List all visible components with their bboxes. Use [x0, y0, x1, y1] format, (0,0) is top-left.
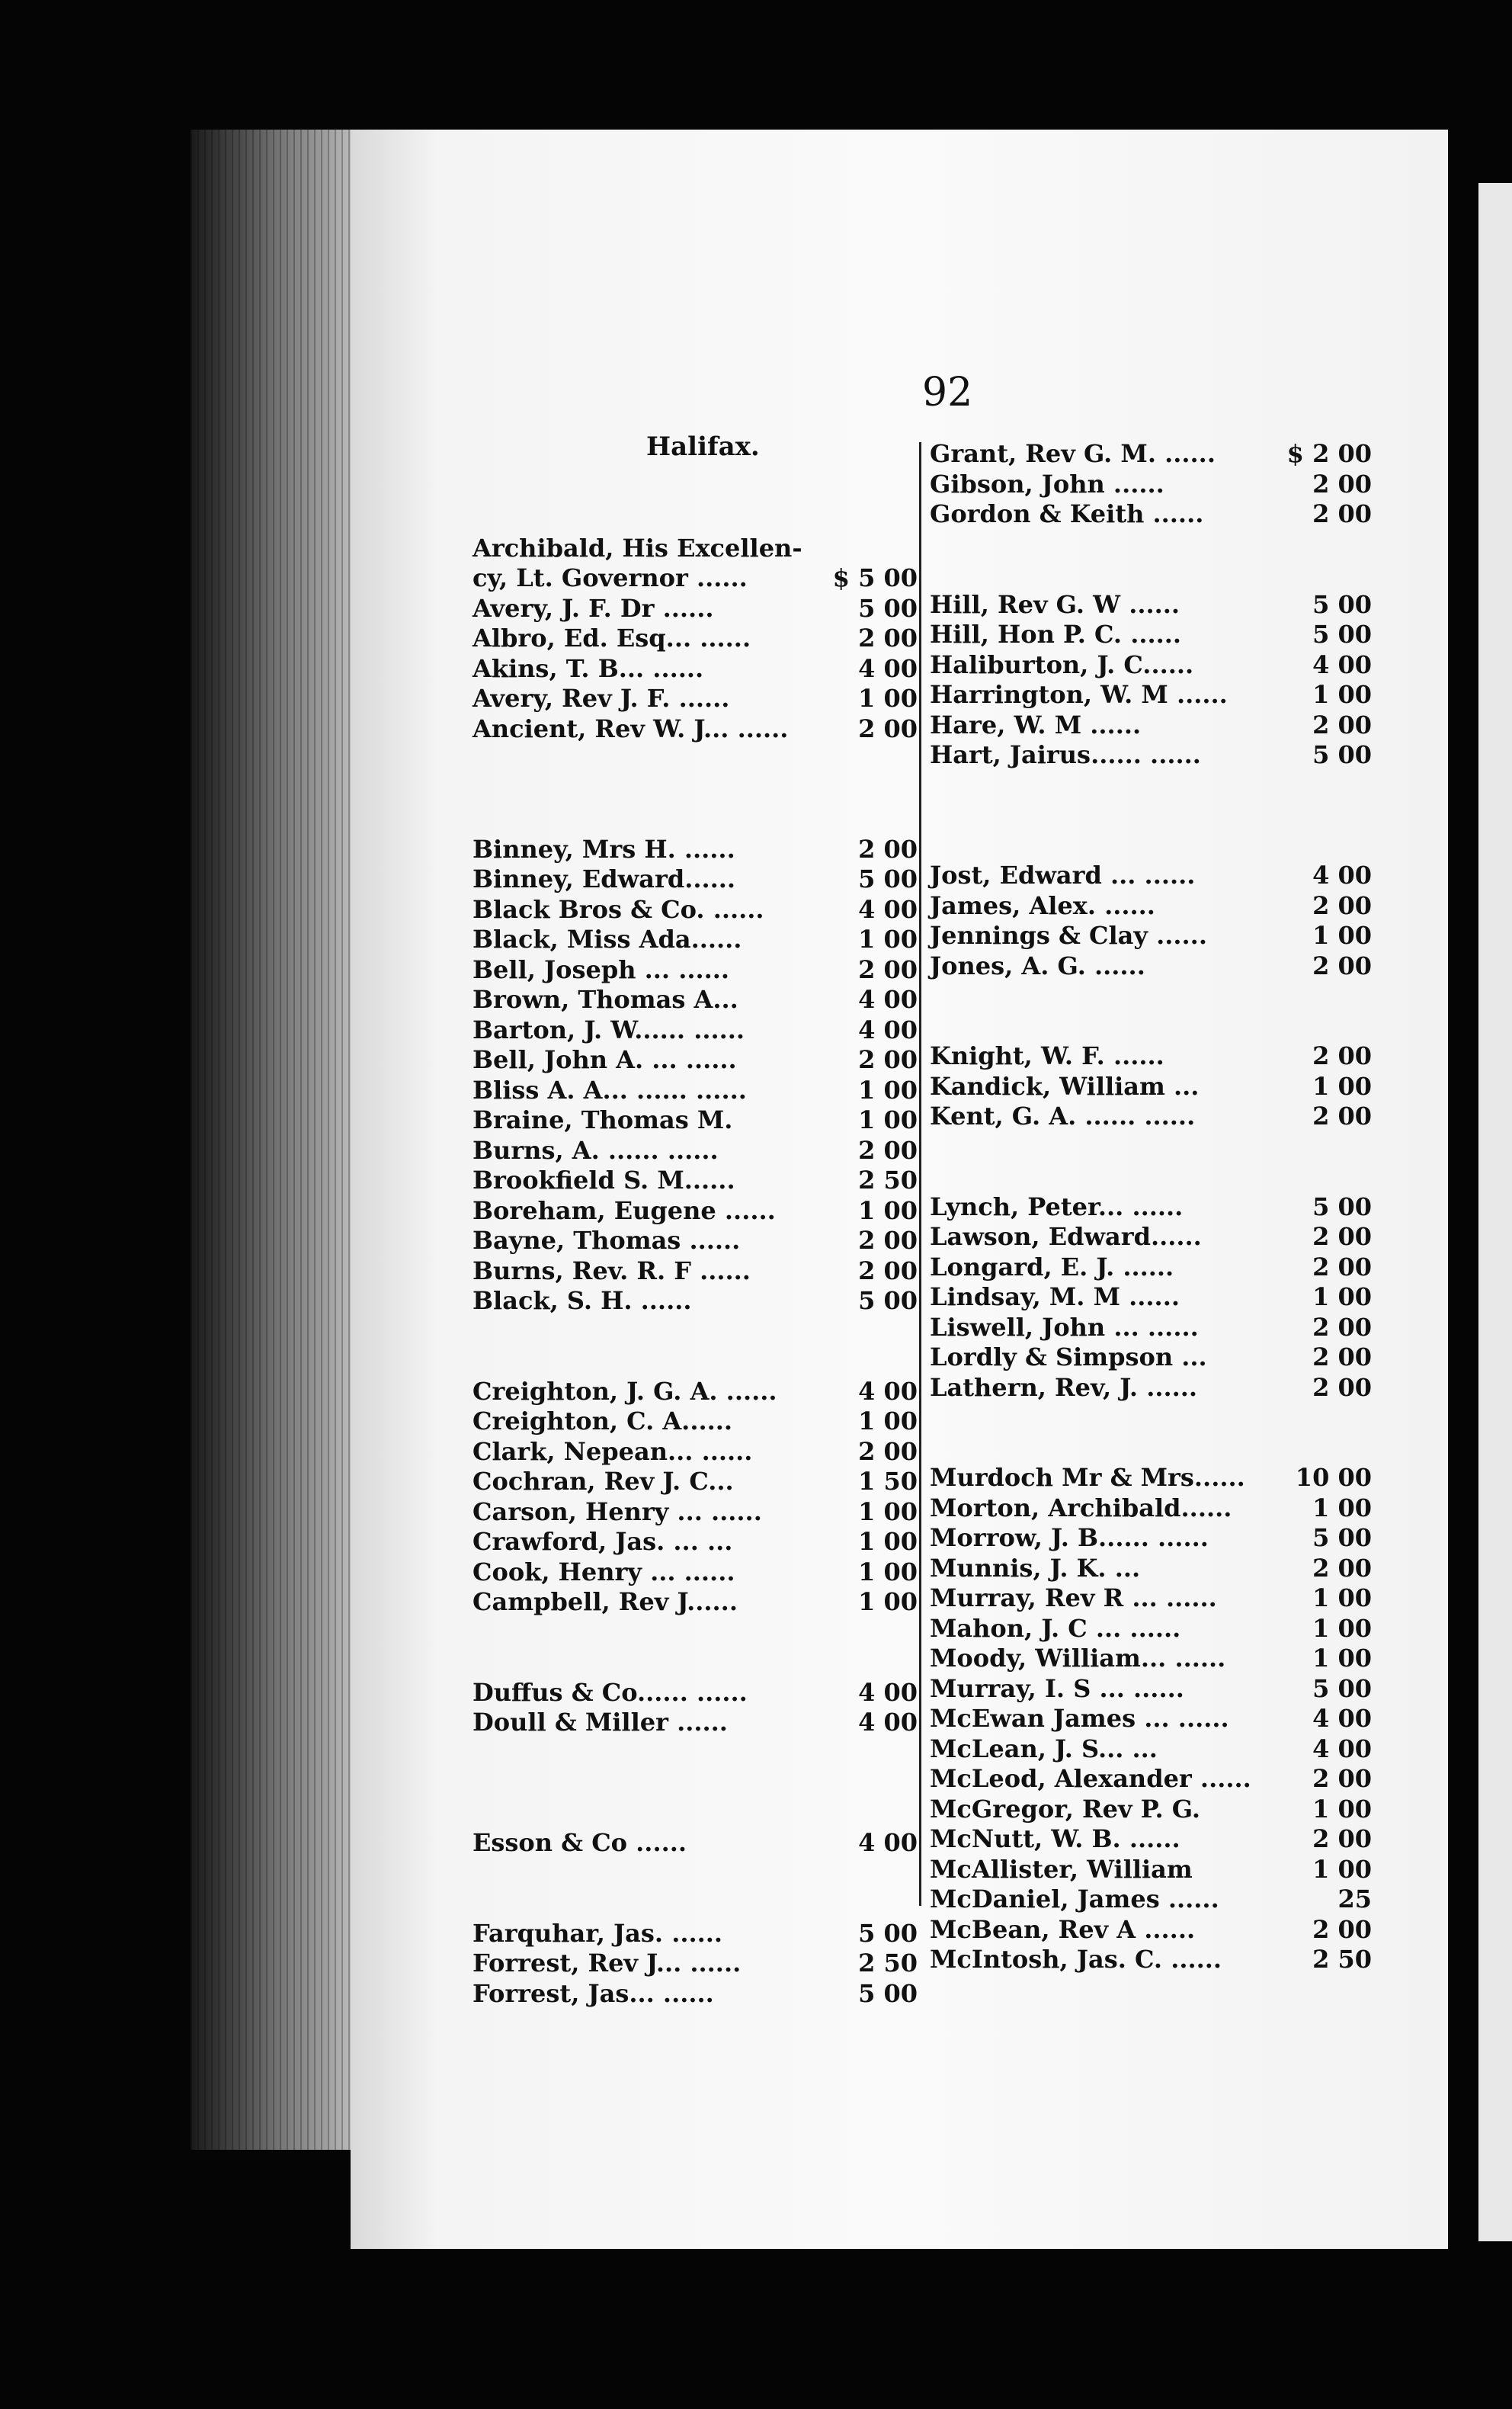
subscription-amount: 2 00: [858, 1256, 918, 1285]
subscriber-name: Murray, Rev R ... ......: [930, 1583, 1217, 1612]
subscriber-entry: [472, 1586, 922, 1617]
subscriber-entry: [472, 1195, 922, 1226]
subscription-amount: 1 00: [1312, 680, 1372, 709]
subscriber-name: Ancient, Rev W. J... ......: [472, 714, 789, 743]
subscriber-name: Clark, Nepean... ......: [472, 1436, 753, 1466]
subscriber-entry: [472, 1918, 922, 1949]
subscription-amount: 5 00: [1312, 740, 1372, 769]
subscription-amount: 2 50: [858, 1166, 918, 1195]
subscription-amount: 1 00: [1312, 921, 1372, 950]
subscription-amount: 2 00: [1312, 1914, 1372, 1944]
subscriber-name: Moody, William... ......: [930, 1644, 1226, 1673]
subscriber-name: Black, Miss Ada......: [472, 925, 742, 954]
subscription-amount: 2 00: [1312, 1312, 1372, 1342]
subscriber-name: Black Bros & Co. ......: [472, 894, 764, 924]
subscription-amount: 4 00: [858, 1015, 918, 1044]
subscriber-name: Hart, Jairus...... ......: [930, 740, 1201, 769]
subscriber-name: Bell, John A. ... ......: [472, 1045, 737, 1074]
subscriber-name: Kandick, William ...: [930, 1071, 1200, 1101]
subscriber-entry: [472, 1285, 922, 1316]
subscriber-name: James, Alex. ......: [930, 890, 1155, 920]
subscription-amount: 2 00: [858, 834, 918, 864]
subscriber-entry: [930, 469, 1372, 499]
subscriber-entry: [472, 1406, 922, 1436]
subscriber-name: Black, S. H. ......: [472, 1286, 692, 1315]
subscriber-entry: [472, 954, 922, 985]
subscriber-name: McBean, Rev A ......: [930, 1914, 1196, 1944]
subscription-amount: 5 00: [1312, 1673, 1372, 1703]
subscriber-entry: [472, 1436, 922, 1467]
subscription-amount: 2 00: [1312, 1342, 1372, 1371]
subscription-amount: 2 00: [1312, 710, 1372, 739]
subscription-amount: 4 00: [858, 1376, 918, 1406]
subscription-amount: 2 00: [1312, 1553, 1372, 1583]
subscriber-name: Lawson, Edward......: [930, 1222, 1202, 1251]
subscriber-name: Bayne, Thomas ......: [472, 1226, 741, 1255]
subscriber-name: Avery, J. F. Dr ......: [472, 593, 714, 623]
subscriber-entry: [472, 623, 922, 653]
subscriber-name: Murray, I. S ... ......: [930, 1673, 1184, 1703]
subscriber-name: Liswell, John ... ......: [930, 1312, 1199, 1342]
subscriber-entry: [472, 864, 922, 894]
subscriber-name: Binney, Mrs H. ......: [472, 834, 735, 864]
subscriber-entry: [930, 1281, 1372, 1312]
subscriber-entry: [472, 653, 922, 684]
subscription-amount: 2 00: [858, 1135, 918, 1165]
subscriber-name: Hill, Rev G. W ......: [930, 589, 1180, 619]
subscription-amount: 2 00: [1312, 1102, 1372, 1131]
subscriber-entry: [930, 1914, 1372, 1945]
subscription-amount: 2 00: [1312, 469, 1372, 499]
subscriber-entry: [930, 499, 1372, 529]
subscriber-entry: [930, 1703, 1372, 1734]
subscriber-entry: [930, 1643, 1372, 1673]
subscriber-name: Lordly & Simpson ...: [930, 1342, 1207, 1371]
subscriber-name: Archibald, His Excellen-: [472, 533, 802, 563]
subscriber-name: Jennings & Clay ......: [930, 921, 1207, 950]
subscription-amount: 2 00: [1312, 1824, 1372, 1853]
subscriber-name: Lathern, Rev, J. ......: [930, 1372, 1198, 1402]
subscriber-entry: [930, 1734, 1372, 1764]
subscriber-name: Creighton, C. A......: [472, 1407, 733, 1435]
subscription-amount: 1 00: [1312, 1282, 1372, 1311]
subscription-amount: 2 00: [1312, 499, 1372, 528]
subscriber-name: McNutt, W. B. ......: [930, 1824, 1180, 1853]
subscriber-entry: [930, 951, 1372, 981]
subscription-amount: $ 2 00: [1286, 439, 1372, 468]
subscriber-name: Duffus & Co...... ......: [472, 1677, 748, 1707]
subscription-amount: 5 00: [858, 1978, 918, 2008]
subscriber-entry: [472, 563, 922, 593]
subscriber-name: Munnis, J. K. ...: [930, 1553, 1141, 1583]
subscription-amount: 2 00: [858, 1226, 918, 1255]
subscription-amount: 5 00: [858, 593, 918, 623]
subscriber-entry: [930, 1101, 1372, 1131]
subscriber-entry: [930, 1854, 1372, 1885]
subscription-amount: 2 50: [1312, 1945, 1372, 1974]
subscriber-entry: [472, 1015, 922, 1045]
subscriber-name: Creighton, J. G. A. ......: [472, 1376, 777, 1406]
subscriber-name: Jost, Edward ... ......: [930, 861, 1196, 890]
subscription-amount: 4 00: [858, 1708, 918, 1737]
subscriber-entry: [472, 1557, 922, 1587]
subscription-amount: 2 00: [858, 624, 918, 653]
subscriber-name: Boreham, Eugene ......: [472, 1195, 776, 1225]
subscriber-name: Murdoch Mr & Mrs......: [930, 1463, 1245, 1492]
subscriber-name: Albro, Ed. Esq... ......: [472, 624, 751, 653]
subscriber-entry: [930, 1794, 1372, 1824]
subscriber-entry: [472, 924, 922, 954]
subscriber-entry: [930, 650, 1372, 680]
subscription-amount: 1 00: [858, 925, 918, 954]
subscription-amount: 1 00: [1312, 1493, 1372, 1522]
subscriber-entry: [930, 1071, 1372, 1102]
subscriber-entry: [930, 1342, 1372, 1372]
subscription-amount: 4 00: [1312, 650, 1372, 679]
subscriber-entry: [472, 1225, 922, 1256]
subscription-amount: 5 00: [858, 1918, 918, 1948]
subscriber-entry: [472, 984, 922, 1015]
subscriber-entry: [930, 1372, 1372, 1403]
subscription-amount: 4 00: [1312, 1734, 1372, 1763]
subscriber-entry: [930, 679, 1372, 710]
subscriber-entry: [930, 619, 1372, 650]
subscriber-name: Lynch, Peter... ......: [930, 1192, 1184, 1221]
subscription-amount: 2 00: [858, 1436, 918, 1466]
subscription-amount: $ 5 00: [832, 563, 918, 592]
subscription-amount: 1 50: [858, 1467, 918, 1496]
subscriber-entry: [930, 1462, 1372, 1493]
subscriber-entry: [472, 894, 922, 925]
subscription-amount: 2 00: [1312, 890, 1372, 920]
subscriber-name: Burns, Rev. R. F ......: [472, 1256, 751, 1285]
subscriber-entry: [472, 1496, 922, 1527]
subscription-amount: 1 00: [1312, 1794, 1372, 1824]
subscriber-name: Forrest, Jas... ......: [472, 1978, 714, 2008]
subscriber-name: Esson & Co ......: [472, 1828, 687, 1857]
subscriber-name: McLean, J. S... ...: [930, 1734, 1158, 1763]
subscriber-name: McDaniel, James ......: [930, 1885, 1219, 1913]
subscription-amount: 1 00: [858, 684, 918, 713]
subscriber-name: Akins, T. B... ......: [472, 653, 704, 683]
subscription-amount: 2 00: [1312, 1764, 1372, 1793]
subscription-amount: 2 50: [858, 1949, 918, 1978]
subscription-amount: 2 00: [1312, 1222, 1372, 1251]
subscriber-entry: [930, 920, 1372, 951]
subscription-amount: 1 00: [1312, 1613, 1372, 1643]
subscription-amount: 1 00: [858, 1075, 918, 1105]
subscriber-entry: [472, 683, 922, 714]
subscriber-entry: [472, 1677, 922, 1708]
subscriber-entry: [472, 533, 922, 563]
subscriber-name: Binney, Edward......: [472, 864, 736, 893]
subscriber-entry: [930, 1041, 1372, 1071]
subscription-amount: 1 00: [858, 1407, 918, 1435]
subscriber-name: McAllister, William: [930, 1854, 1193, 1884]
subscription-amount: 1 00: [858, 1496, 918, 1526]
subscriber-entry: [472, 1256, 922, 1286]
subscriber-entry: [930, 739, 1372, 770]
subscription-amount: 4 00: [1312, 1704, 1372, 1733]
subscription-amount: 1 00: [1312, 1854, 1372, 1884]
subscriber-name: Harrington, W. M ......: [930, 680, 1228, 709]
subscriber-name: Cook, Henry ... ......: [472, 1557, 735, 1586]
subscriber-entry: [472, 1466, 922, 1496]
subscriber-entry: [472, 714, 922, 744]
subscriber-entry: [472, 1044, 922, 1075]
subscription-amount: 5 00: [1312, 1523, 1372, 1552]
next-page-edge: [1478, 183, 1512, 2241]
subscriber-name: Haliburton, J. C......: [930, 650, 1194, 679]
subscription-amount: 10 00: [1295, 1463, 1372, 1492]
subscriber-entry: [472, 1827, 922, 1858]
binding-texture: [191, 130, 354, 2150]
subscriber-name: Crawford, Jas. ... ...: [472, 1527, 733, 1556]
subscriber-entry: [930, 890, 1372, 921]
subscriber-entry: [930, 1944, 1372, 1974]
subscriber-name: Gordon & Keith ......: [930, 499, 1204, 528]
subscriber-name: Braine, Thomas M.: [472, 1105, 733, 1134]
subscription-amount: 5 00: [858, 864, 918, 893]
subscriber-entry: [472, 1948, 922, 1978]
subscription-amount: 1 00: [858, 1527, 918, 1556]
subscriber-entry: [930, 1493, 1372, 1523]
subscriber-entry: [472, 1978, 922, 2009]
subscriber-name: McGregor, Rev P. G.: [930, 1794, 1201, 1824]
subscriber-name: Carson, Henry ... ......: [472, 1496, 762, 1526]
subscription-amount: 2 00: [858, 714, 918, 743]
subscription-amount: 2 00: [1312, 951, 1372, 980]
subscriber-name: Kent, G. A. ...... ......: [930, 1102, 1196, 1131]
subscriber-name: Hill, Hon P. C. ......: [930, 620, 1182, 649]
subscriber-entry: [930, 438, 1372, 469]
subscriber-name: Lindsay, M. M ......: [930, 1282, 1180, 1311]
subscriber-name: Doull & Miller ......: [472, 1708, 728, 1737]
subscriber-name: Gibson, John ......: [930, 469, 1164, 499]
subscriber-entry: [930, 1252, 1372, 1282]
subscriber-entry: [472, 1526, 922, 1557]
subscriber-entry: [930, 1522, 1372, 1553]
subscription-amount: 1 00: [858, 1557, 918, 1586]
subscription-amount: 25: [1337, 1885, 1372, 1913]
subscriber-entry: [930, 1763, 1372, 1794]
subscriber-name: McIntosh, Jas. C. ......: [930, 1945, 1222, 1974]
subscriber-entry: [930, 1583, 1372, 1613]
subscriber-name: Burns, A. ...... ......: [472, 1135, 719, 1165]
subscriber-entry: [472, 834, 922, 864]
subscriber-name: Bliss A. A... ...... ......: [472, 1075, 747, 1105]
subscription-amount: 4 00: [1312, 861, 1372, 890]
subscription-amount: 1 00: [1312, 1071, 1372, 1101]
subscriber-name: Morrow, J. B...... ......: [930, 1523, 1209, 1552]
subscriber-name: Grant, Rev G. M. ......: [930, 439, 1216, 468]
subscription-amount: 5 00: [858, 1286, 918, 1315]
subscriber-entry: [472, 1075, 922, 1105]
subscription-amount: 5 00: [1312, 1192, 1372, 1221]
subscriber-name: Knight, W. F. ......: [930, 1041, 1164, 1070]
subscription-amount: 4 00: [858, 653, 918, 683]
subscription-amount: 4 00: [858, 1677, 918, 1707]
subscriber-entry: [930, 860, 1372, 890]
subscriber-entry: [472, 1135, 922, 1166]
subscriber-name: McLeod, Alexander ......: [930, 1764, 1251, 1793]
subscription-amount: 1 00: [858, 1105, 918, 1134]
subscription-amount: 4 00: [858, 1828, 918, 1857]
subscriber-entry: [930, 1192, 1372, 1222]
page-number: 92: [922, 370, 973, 415]
subscription-amount: 2 00: [858, 1045, 918, 1074]
subscription-amount: 1 00: [858, 1195, 918, 1225]
subscriber-entry: [472, 593, 922, 624]
book-binding: [191, 130, 354, 2150]
subscriber-name: Jones, A. G. ......: [930, 951, 1145, 980]
subscriber-entry: [930, 1312, 1372, 1342]
subscriber-name: Farquhar, Jas. ......: [472, 1918, 723, 1948]
subscriber-entry: [930, 589, 1372, 620]
subscriber-entry: [930, 1553, 1372, 1583]
subscriber-name: Brown, Thomas A...: [472, 985, 738, 1014]
subscriber-name: Brookfield S. M......: [472, 1166, 735, 1195]
subscriber-name: Campbell, Rev J......: [472, 1587, 738, 1616]
subscriber-entry: [472, 1707, 922, 1737]
subscriber-entry: [930, 710, 1372, 740]
subscriber-name: Bell, Joseph ... ......: [472, 954, 730, 984]
subscriber-entry: [930, 1824, 1372, 1854]
subscriber-name: Barton, J. W...... ......: [472, 1015, 745, 1044]
subscriber-name: Forrest, Rev J... ......: [472, 1949, 742, 1978]
subscription-amount: 4 00: [858, 894, 918, 924]
subscriber-entry: [930, 1673, 1372, 1704]
subscription-amount: 1 00: [1312, 1644, 1372, 1673]
section-title: Halifax.: [646, 431, 760, 462]
subscriber-entry: [930, 1221, 1372, 1252]
subscription-amount: 4 00: [858, 985, 918, 1014]
subscriber-name: Longard, E. J. ......: [930, 1252, 1174, 1281]
subscriber-name: Mahon, J. C ... ......: [930, 1613, 1181, 1643]
subscription-amount: 2 00: [1312, 1252, 1372, 1281]
subscription-amount: 2 00: [858, 954, 918, 984]
subscription-amount: 5 00: [1312, 589, 1372, 619]
subscriber-name: Morton, Archibald......: [930, 1493, 1232, 1522]
subscriber-name: Hare, W. M ......: [930, 710, 1142, 739]
subscriber-name: McEwan James ... ......: [930, 1704, 1229, 1733]
subscriber-entry: [930, 1884, 1372, 1914]
subscriber-name: Avery, Rev J. F. ......: [472, 684, 730, 713]
subscriber-entry: [472, 1105, 922, 1135]
subscriber-name: Cochran, Rev J. C...: [472, 1467, 734, 1496]
subscription-amount: 5 00: [1312, 620, 1372, 649]
subscription-amount: 1 00: [1312, 1583, 1372, 1612]
subscription-amount: 1 00: [858, 1587, 918, 1616]
subscription-amount: 2 00: [1312, 1041, 1372, 1070]
subscription-amount: 2 00: [1312, 1372, 1372, 1402]
subscriber-name: cy, Lt. Governor ......: [472, 563, 748, 592]
subscriber-entry: [472, 1165, 922, 1195]
subscriber-entry: [472, 1376, 922, 1407]
subscriber-entry: [930, 1613, 1372, 1644]
